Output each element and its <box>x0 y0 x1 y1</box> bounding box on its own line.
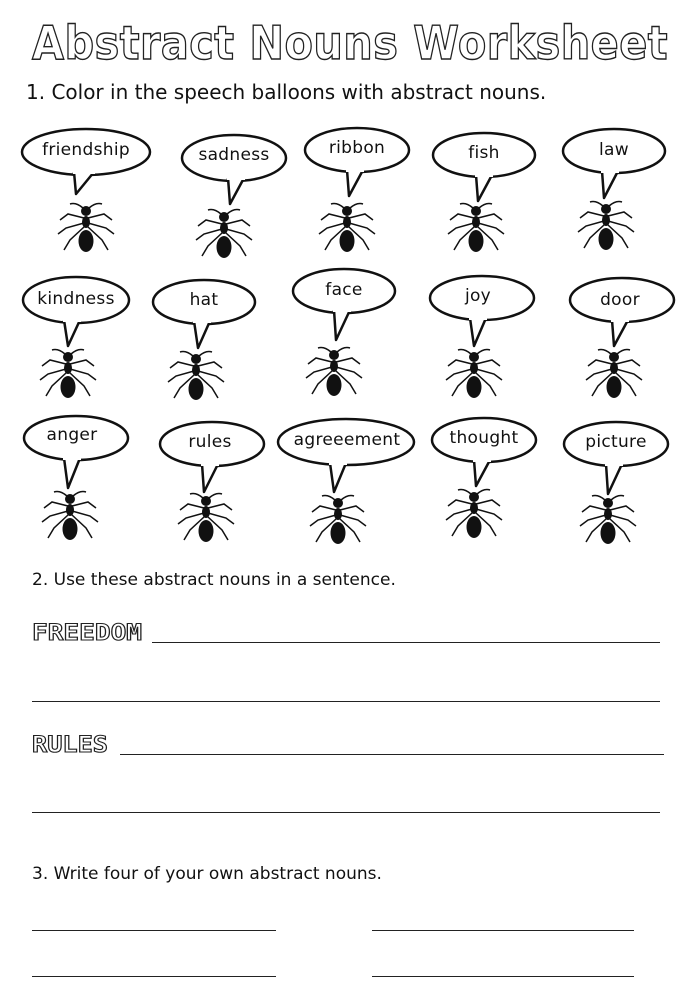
balloon-word: door <box>600 290 640 310</box>
ant-icon <box>442 486 506 546</box>
worksheet-title <box>0 14 700 74</box>
balloon-cell[interactable] <box>426 414 566 559</box>
speech-balloon[interactable] <box>426 414 566 494</box>
svg-text:RULES: RULES <box>32 733 108 758</box>
answer-line[interactable] <box>32 976 276 977</box>
speech-balloon[interactable] <box>16 412 156 492</box>
balloon-cell[interactable] <box>164 130 304 275</box>
balloon-cell[interactable] <box>420 128 560 273</box>
ant-icon <box>574 198 638 258</box>
section-1-prompt: 1. Color in the speech balloons with abstract nouns. <box>26 80 547 104</box>
answer-line[interactable] <box>372 930 634 931</box>
noun-label-freedom <box>30 618 146 648</box>
balloon-cell[interactable] <box>16 122 156 267</box>
ant-icon <box>582 346 646 406</box>
speech-balloon[interactable] <box>144 274 284 354</box>
speech-balloon[interactable] <box>16 272 156 352</box>
ant-icon <box>442 346 506 406</box>
answer-line[interactable] <box>32 701 660 702</box>
balloon-word: friendship <box>42 140 130 160</box>
ant-icon <box>38 488 102 548</box>
ant-icon <box>164 348 228 408</box>
balloon-word: joy <box>464 286 492 306</box>
answer-line[interactable] <box>32 930 276 931</box>
speech-balloon[interactable] <box>295 124 435 204</box>
ant-icon <box>576 492 640 552</box>
svg-text:Abstract Nouns Worksheet: Abstract Nouns Worksheet <box>32 16 668 70</box>
ant-icon <box>444 200 508 260</box>
ant-icon <box>302 344 366 404</box>
answer-line[interactable] <box>120 754 664 755</box>
ant-icon <box>306 492 370 552</box>
ant-icon <box>192 206 256 266</box>
speech-balloon[interactable] <box>150 418 290 498</box>
speech-balloon[interactable] <box>420 128 560 208</box>
balloon-word: rules <box>188 432 232 452</box>
balloon-word: picture <box>585 432 647 452</box>
balloon-word: thought <box>449 428 519 448</box>
speech-balloon[interactable] <box>164 130 304 210</box>
speech-balloon[interactable] <box>560 274 700 354</box>
speech-balloon[interactable] <box>550 124 690 204</box>
speech-balloon[interactable] <box>420 272 560 352</box>
balloon-cell[interactable] <box>144 274 284 419</box>
balloon-word: agreeement <box>293 430 401 450</box>
ant-icon <box>174 490 238 550</box>
speech-balloon[interactable] <box>276 416 416 496</box>
balloon-word: anger <box>46 425 98 445</box>
section-2-prompt: 2. Use these abstract nouns in a sentence. <box>32 570 396 590</box>
balloon-cell[interactable] <box>420 272 560 417</box>
balloon-cell[interactable] <box>560 418 700 563</box>
ant-icon <box>54 200 118 260</box>
balloon-cell[interactable] <box>560 274 700 419</box>
svg-text:FREEDOM: FREEDOM <box>32 621 142 646</box>
balloon-cell[interactable] <box>550 124 690 269</box>
balloon-word: fish <box>468 143 500 163</box>
balloon-cell[interactable] <box>150 418 290 563</box>
ant-icon <box>36 346 100 406</box>
answer-line[interactable] <box>152 642 660 643</box>
balloon-word: sadness <box>198 145 270 165</box>
answer-line[interactable] <box>372 976 634 977</box>
balloon-word: kindness <box>37 289 115 309</box>
speech-balloon[interactable] <box>16 122 156 202</box>
speech-balloon[interactable] <box>284 264 424 344</box>
balloon-word: hat <box>189 290 219 310</box>
section-3-prompt: 3. Write four of your own abstract nouns. <box>32 864 382 884</box>
balloon-cell[interactable] <box>16 412 156 557</box>
balloon-word: ribbon <box>328 138 386 158</box>
balloon-word: face <box>325 280 363 300</box>
answer-line[interactable] <box>32 812 660 813</box>
balloon-cell[interactable] <box>284 264 424 409</box>
speech-balloon[interactable] <box>560 418 700 498</box>
ant-icon <box>315 200 379 260</box>
balloon-cell[interactable] <box>276 416 416 561</box>
noun-label-rules <box>30 730 114 760</box>
balloon-word: law <box>599 140 629 160</box>
